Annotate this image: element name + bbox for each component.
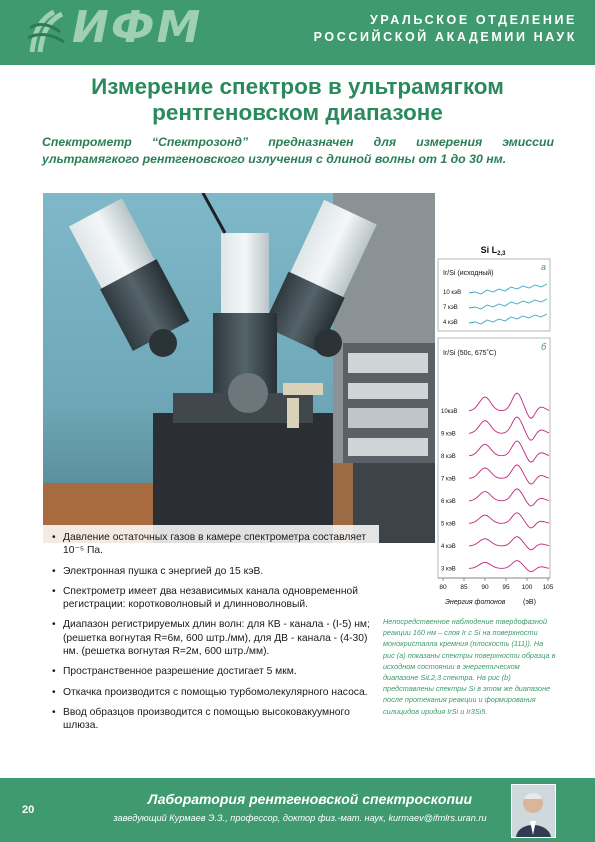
trace-label: 3 кэВ [441,566,456,573]
title-line-1: Измерение спектров в ультрамягком [91,74,504,99]
trace-a-3 [469,314,547,324]
organization-name [314,12,577,46]
trace-label: 5 кэВ [441,521,456,528]
trace-b [469,537,549,550]
list-item: • Давление остаточных газов в камере спектрометра составляет 10⁻⁵ Па. [63,531,371,558]
head-portrait [511,784,556,838]
x-axis-ticks [439,578,553,591]
trace-label: 7 кэВ [443,305,458,311]
x-tick-label: 90 [481,584,489,591]
trace-label: 4 кэВ [441,544,456,550]
trace-b [469,561,549,572]
trace-b [469,417,549,440]
org-line-2: РОССИЙСКОЙ АКАДЕМИИ НАУК [313,30,577,44]
trace-label: 6 кэВ [441,499,456,505]
x-tick-label: 85 [460,584,468,591]
panel-b-label: б [541,342,547,352]
list-item: • Откачка производится с помощью турбомолекулярного насоса. [63,686,371,699]
lead-paragraph: Спектрометр “Спектрозонд” предназначен для измерения эмиссии ультрамягкого рентгеновского излучения с длиной волны от 1 до 30 нм. [42,135,554,166]
panel-a-label: а [541,262,547,272]
list-item: • Электронная пушка с энергией до 15 кэВ. [63,565,371,578]
trace-b [469,513,549,528]
x-tick-label: 100 [521,584,533,591]
list-item: • Ввод образцов производится с помощью высоковакуумного шлюза. [63,706,371,733]
x-tick-label: 80 [439,584,447,591]
list-item: • Диапазон регистрируемых длин волн: для КВ - канала - (I-5) нм; (решетка вогнутая R=6м, 600 штр./мм), для ДВ - канала - (4-30) нм. (решетка вогнутая R=2м, 600 штр./мм). [63,618,371,658]
institute-logo-icon [24,6,70,56]
specs-list [43,525,379,733]
x-axis-unit: (эВ) [523,599,536,606]
x-axis-label: Энергия фотонов [445,599,506,606]
laboratory-head: заведующий Курмаев Э.З., профессор, доктор физ.-мат. наук, kurmaev@ifmlrs.uran.ru [113,813,487,823]
x-tick-label: 95 [502,584,510,591]
panel-a-title: Ir/Si (исходный) [443,270,494,277]
trace-label: 10кэВ [441,409,458,415]
org-line-1: УРАЛЬСКОЕ ОТДЕЛЕНИЕ [370,13,577,27]
trace-label: 8 кэВ [441,454,456,460]
title-line-2: рентгеновском диапазоне [152,100,443,125]
trace-b [469,489,549,506]
trace-label: 9 кэВ [441,431,456,438]
header-band [0,0,595,65]
specs-list-panel [43,525,379,770]
trace-label: 7 кэВ [441,476,456,483]
x-tick-label: 105 [542,584,554,591]
figure-title: Si $L_{2,3}$ [480,245,506,257]
trace-b [469,393,549,418]
laboratory-name: Лаборатория рентгеновской спектроскопии [147,791,473,807]
spectrometer-photo [43,193,435,543]
list-item: • Спектрометр имеет два независимых канала одновременной регистрации: коротковолновый и длинноволновый. [63,585,371,612]
panel-b-title: Ir/Si (50с, 675˚С) [443,350,497,357]
trace-label: 10 кэВ [443,290,462,296]
footer-band [0,778,595,842]
trace-b [469,465,549,484]
panel-b-traces [469,393,549,572]
page-title [40,74,555,126]
trace-a-1 [469,284,547,294]
trace-b [469,441,549,462]
figure-caption: Непосредственное наблюдение твердофазной реакции 160 нм – слоя Ir с Si на поверхности монокристалла кремния (плоскость (111)). На рис (а) показаны спектры поверхности образца в исходном состоянии в энергетическом диапазоне SiL2,3 спектра. На рис (b) представлены спектры Si в этом же диапазоне после протекания реакции и формирования силицидов иридия IrSi и Ir3Si5. [383,617,556,716]
trace-label: 4 кэВ [443,320,458,326]
page-number: 20 [22,804,35,816]
panel-b-trace-labels [441,409,457,573]
list-item: • Пространственное разрешение достигает 5 мкм. [63,665,371,678]
trace-a-2 [469,299,547,309]
spectra-figure [435,193,555,613]
institute-logo-text: ИФМ [72,2,203,53]
